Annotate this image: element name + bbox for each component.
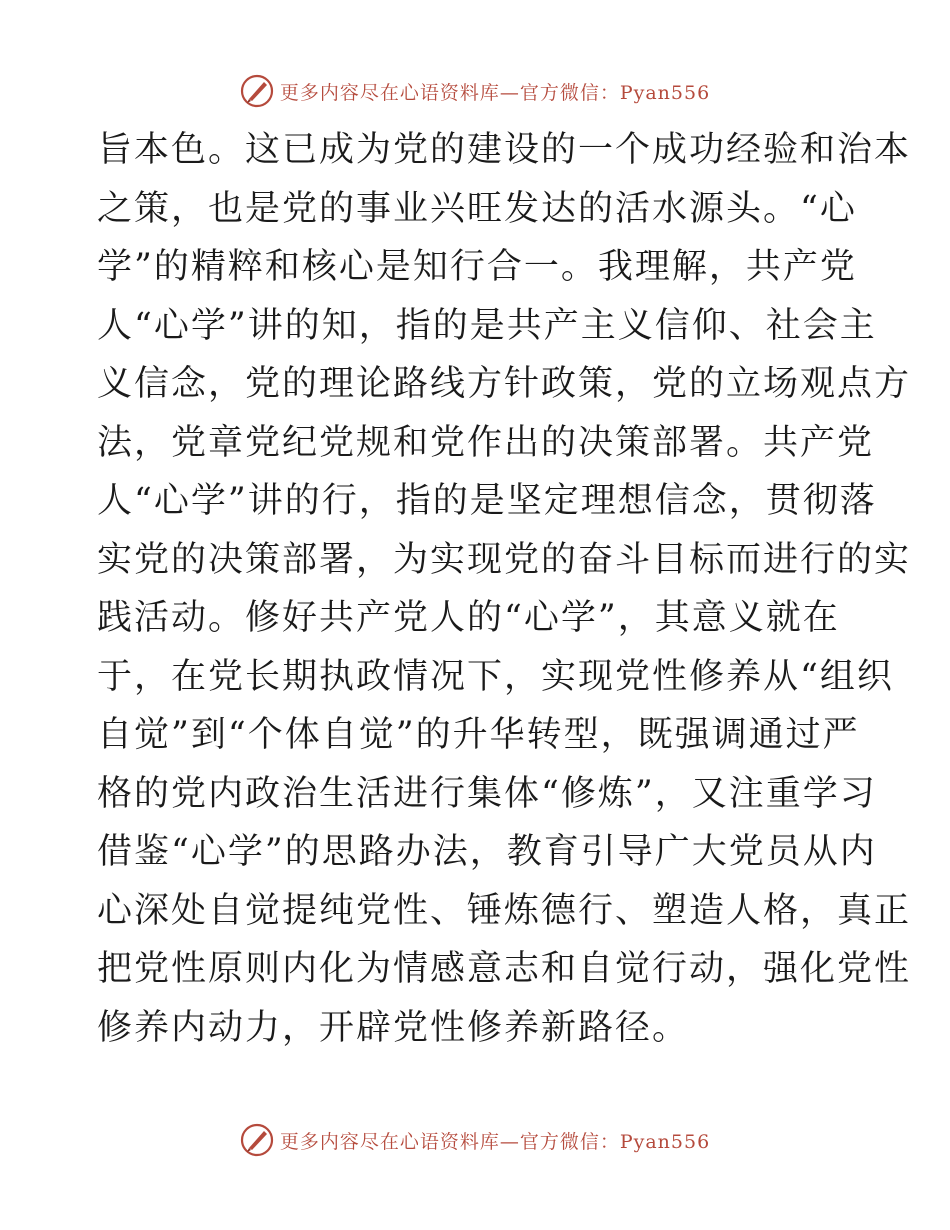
footer-banner xyxy=(0,1120,950,1160)
text-line: 自觉”到“个体自觉”的升华转型，既强调通过严 xyxy=(97,715,860,755)
text-line: 格的党内政治生活进行集体“修炼”，又注重学习 xyxy=(97,773,877,814)
quill-pen-logo-icon xyxy=(240,1123,274,1157)
text-line: 心深处自觉提纯党性、锤炼德行、塑造人格，真正 xyxy=(97,890,912,931)
text-line: 人“心学”讲的行，指的是坚定理想信念，贯彻落 xyxy=(97,481,877,521)
text-line: 学”的精粹和核心是知行合一。我理解，共产党 xyxy=(97,247,857,287)
text-line: 义信念，党的理论路线方针政策，党的立场观点方 xyxy=(97,364,912,404)
text-line: 践活动。修好共产党人的“心学”，其意义就在 xyxy=(97,598,840,638)
footer-banner-text: 更多内容尽在心语资料库—官方微信：Pyan556 xyxy=(279,1130,711,1153)
text-line: 之策，也是党的事业兴旺发达的活水源头。“心 xyxy=(97,188,857,229)
text-line: 实党的决策部署，为实现党的奋斗目标而进行的实 xyxy=(97,539,912,580)
text-line: 借鉴“心学”的思路办法，教育引导广大党员从内 xyxy=(97,832,877,872)
text-line: 旨本色。这已成为党的建设的一个成功经验和治本 xyxy=(97,130,912,170)
text-line: 把党性原则内化为情感意志和自觉行动，强化党性 xyxy=(97,949,912,989)
text-line: 法，党章党纪党规和党作出的决策部署。共产党 xyxy=(97,422,875,463)
text-line: 人“心学”讲的知，指的是共产主义信仰、社会主 xyxy=(97,305,877,346)
text-line: 修养内动力，开辟党性修养新路径。 xyxy=(97,1007,690,1048)
text-line: 于，在党长期执政情况下，实现党性修养从“组织 xyxy=(97,656,894,697)
header-banner-text: 更多内容尽在心语资料库—官方微信：Pyan556 xyxy=(279,81,711,104)
quill-pen-logo-icon xyxy=(240,74,274,108)
header-banner xyxy=(0,71,950,111)
document-body xyxy=(97,121,912,1057)
